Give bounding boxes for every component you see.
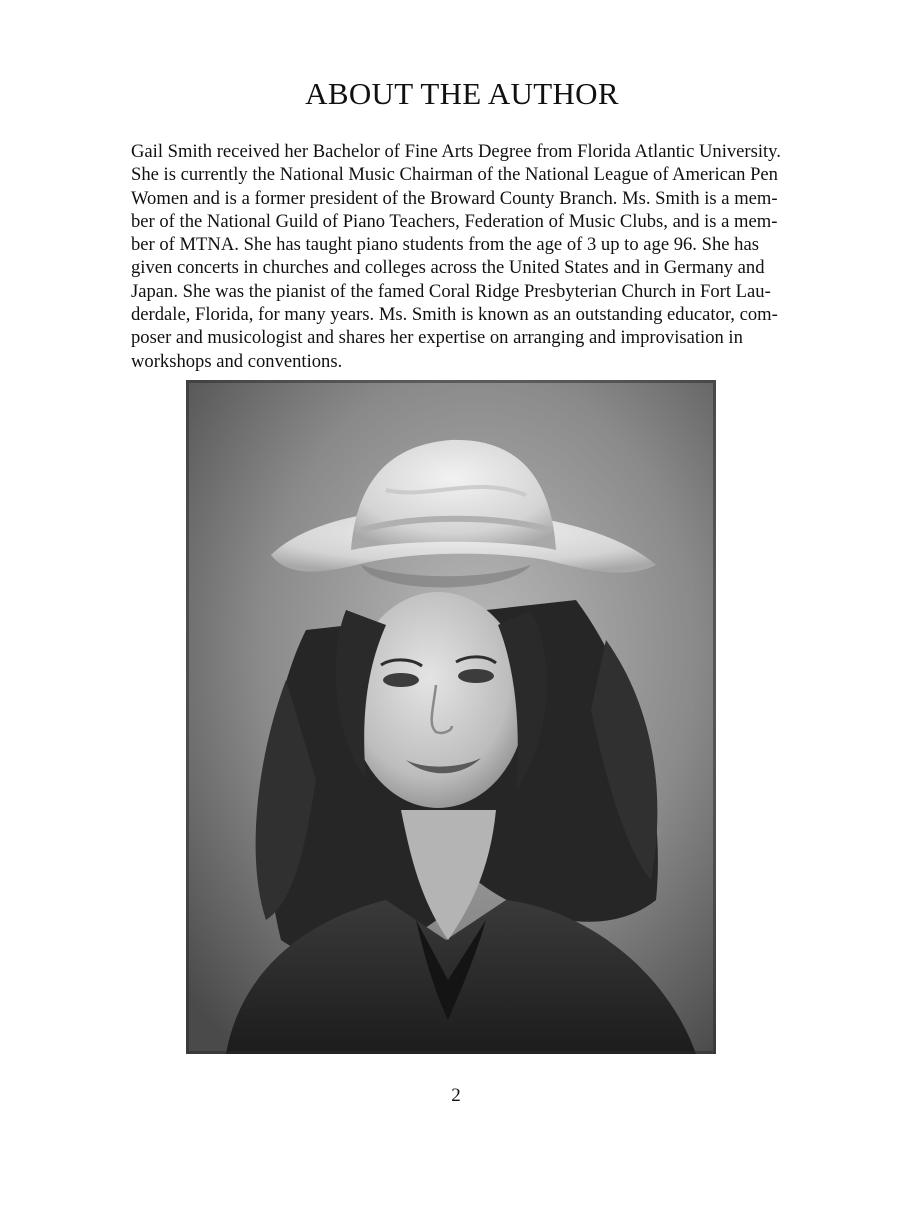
- bio-line: poser and musicologist and shares her expertise on arranging and improvisation in: [131, 327, 743, 349]
- bio-line: Women and is a former president of the Broward County Branch. Ms. Smith is a mem-: [131, 187, 778, 209]
- bio-line: given concerts in churches and colleges across the United States and in Germany and: [131, 257, 765, 279]
- bio-line: She is currently the National Music Chairman of the National League of American Pen: [131, 164, 778, 186]
- bio-line: Japan. She was the pianist of the famed Coral Ridge Presbyterian Church in Fort Lau-: [131, 280, 771, 302]
- bio-line: ber of MTNA. She has taught piano students from the age of 3 up to age 96. She has: [131, 234, 759, 256]
- bio-line: workshops and conventions.: [131, 350, 343, 372]
- page-number: 2: [451, 1085, 461, 1106]
- bio-line: derdale, Florida, for many years. Ms. Smith is known as an outstanding educator, com-: [131, 304, 778, 326]
- bio-line: ber of the National Guild of Piano Teachers, Federation of Music Clubs, and is a mem-: [131, 210, 778, 232]
- author-bio: [131, 140, 795, 373]
- page-title: ABOUT THE AUTHOR: [305, 76, 619, 111]
- author-portrait-photo: [186, 380, 716, 1054]
- portrait-illustration: [186, 380, 716, 1054]
- bio-line: Gail Smith received her Bachelor of Fine Arts Degree from Florida Atlantic University.: [131, 141, 781, 162]
